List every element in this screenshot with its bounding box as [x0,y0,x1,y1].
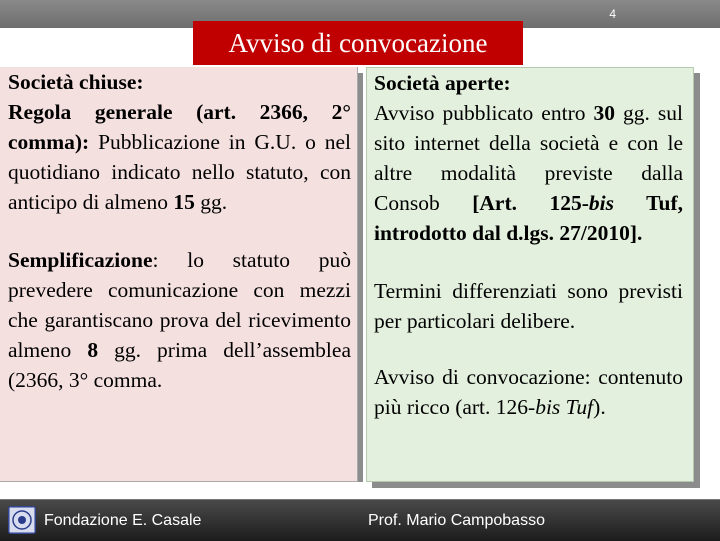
bis-tuf-italic: bis Tuf [535,395,594,419]
days-15: 15 [173,190,195,214]
right-text: Avviso di convocazione: contenuto più ricco (art. 126- [374,365,683,419]
foundation-logo-icon [8,506,36,534]
right-paragraph-3 [374,362,683,422]
left-text: : lo statuto può prevedere comunicazione con mezzi che garantiscano prova del ricevimento almeno [8,248,351,362]
right-paragraph-1 [374,68,683,248]
open-companies-heading: Società aperte: [374,71,511,95]
simplification-label: Semplificazione [8,248,153,272]
days-30: 30 [593,101,615,125]
slide-title: Avviso di convocazione [193,21,523,65]
footer-foundation: Fondazione E. Casale [44,512,202,529]
footer-author: Prof. Mario Campobasso [368,512,545,529]
bis-italic: bis [588,191,614,215]
right-text: ). [593,395,606,419]
left-text: Pubblicazione in G.U. o nel quotidiano indicato nello statuto, con anticipo di almeno [8,130,351,214]
left-paragraph-2 [8,245,351,395]
slide-number: 4 [609,7,616,21]
closed-companies-heading: Società chiuse: [8,70,144,94]
right-panel-shadow-bottom [372,482,700,488]
left-text: gg. prima dell’assemblea (2366, 3° comma. [8,338,351,392]
days-8: 8 [87,338,99,362]
left-paragraph-1 [8,67,351,217]
left-text: gg. [194,190,228,214]
right-text: Avviso pubblicato entro [374,101,594,125]
general-rule-label: Regola generale (art. 2366, 2° comma): [8,100,351,154]
right-panel [366,67,694,482]
left-panel [0,67,358,482]
article-ref: [Art. 125-bis Tuf, introdotto dal d.lgs. 27/2010]. [374,191,683,245]
left-panel-shadow [358,73,363,482]
right-paragraph-2: Termini differenziati sono previsti per particolari delibere. [374,279,683,333]
right-panel-shadow [694,73,700,488]
right-text: gg. sul sito internet della società e con le altre modalità previste dalla Consob [374,101,683,215]
